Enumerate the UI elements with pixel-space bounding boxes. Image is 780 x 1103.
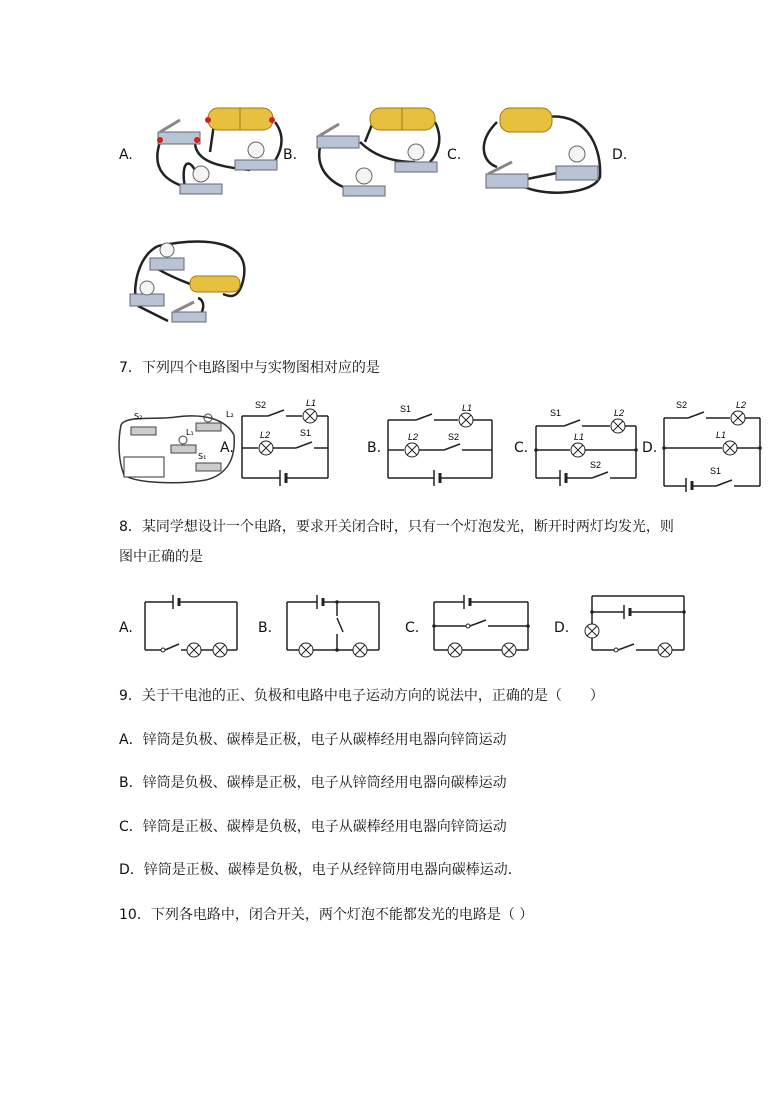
q7a-l2-label: L2 [260, 430, 271, 440]
q8-option-d-label[interactable]: D. [554, 620, 570, 636]
q8-option-c-label[interactable]: C. [405, 620, 420, 636]
q6-option-d-label[interactable]: D. [612, 147, 628, 163]
q8-option-b-circuit [285, 592, 381, 658]
q7-option-d-circuit [662, 400, 762, 492]
q8-option-b-label[interactable]: B. [258, 620, 273, 636]
q7d-l2-label: L2 [736, 400, 747, 410]
q7b-l1-label: L1 [462, 403, 473, 413]
q8-option-a-label[interactable]: A. [119, 620, 133, 636]
q8-option-a-circuit [143, 592, 239, 658]
q7c-s2-label: S2 [590, 460, 602, 470]
q8-option-c-circuit [432, 592, 530, 658]
q6-option-b-image [305, 102, 445, 202]
q9-stem: 9．关于干电池的正、负极和电路中电子运动方向的说法中，正确的是（ ） [119, 688, 604, 704]
q7c-l2-label: L2 [614, 408, 625, 418]
svg-text:S₁: S₁ [198, 452, 207, 461]
q7d-s1-label: S1 [710, 466, 722, 476]
q7-option-b-label[interactable]: B. [367, 440, 382, 456]
q6-option-c-label[interactable]: C. [447, 147, 462, 163]
q7-option-d-label[interactable]: D. [642, 440, 658, 456]
q9-option-a[interactable]: A．锌筒是负极、碳棒是正极，电子从碳棒经用电器向锌筒运动 [119, 732, 507, 748]
svg-text:L₂: L₂ [226, 410, 234, 419]
q7b-l2-label: L2 [408, 432, 419, 442]
q7-option-a-circuit [240, 398, 332, 488]
q6-option-b-label[interactable]: B. [283, 147, 298, 163]
q7-stem: 7．下列四个电路图中与实物图相对应的是 [119, 360, 380, 376]
q7-option-c-circuit [534, 408, 638, 486]
q6-option-d-image [128, 236, 248, 328]
q10-stem: 10．下列各电路中，闭合开关，两个灯泡不能都发光的电路是（ ） [119, 907, 534, 923]
svg-text:S₂: S₂ [134, 412, 143, 421]
q7-physical-diagram [116, 405, 236, 485]
q6-option-c-image [472, 102, 612, 202]
q6-option-a-label[interactable]: A. [119, 147, 133, 163]
q8-option-d-circuit [584, 590, 686, 658]
q7a-s2-label: S2 [255, 400, 267, 410]
q9-option-d[interactable]: D．锌筒是正极、碳棒是负极，电子从经锌筒用电器向碳棒运动. [119, 862, 513, 878]
q7d-s2-label: S2 [676, 400, 688, 410]
q7-option-b-circuit [386, 403, 494, 486]
q7c-s1-label: S1 [550, 408, 562, 418]
q7b-s1-label: S1 [400, 404, 412, 414]
q7d-l1-label: L1 [716, 430, 727, 440]
q8-stem-line2: 图中正确的是 [119, 549, 203, 565]
q9-option-c[interactable]: C．锌筒是正极、碳棒是负极，电子从碳棒经用电器向锌筒运动 [119, 819, 507, 835]
q7a-l1-label: L1 [306, 398, 317, 408]
svg-text:L₁: L₁ [186, 428, 194, 437]
q7-option-c-label[interactable]: C. [514, 440, 529, 456]
q6-option-a-image [140, 102, 290, 202]
q7c-l1-label: L1 [574, 432, 585, 442]
q7b-s2-label: S2 [448, 432, 460, 442]
q7a-s1-label: S1 [300, 428, 312, 438]
q7-option-a-label[interactable]: A. [220, 440, 234, 456]
q8-stem-line1: 8．某同学想设计一个电路，要求开关闭合时，只有一个灯泡发光，断开时两灯均发光，则 [119, 519, 674, 535]
q9-option-b[interactable]: B．锌筒是负极、碳棒是正极，电子从锌筒经用电器向碳棒运动 [119, 775, 507, 791]
